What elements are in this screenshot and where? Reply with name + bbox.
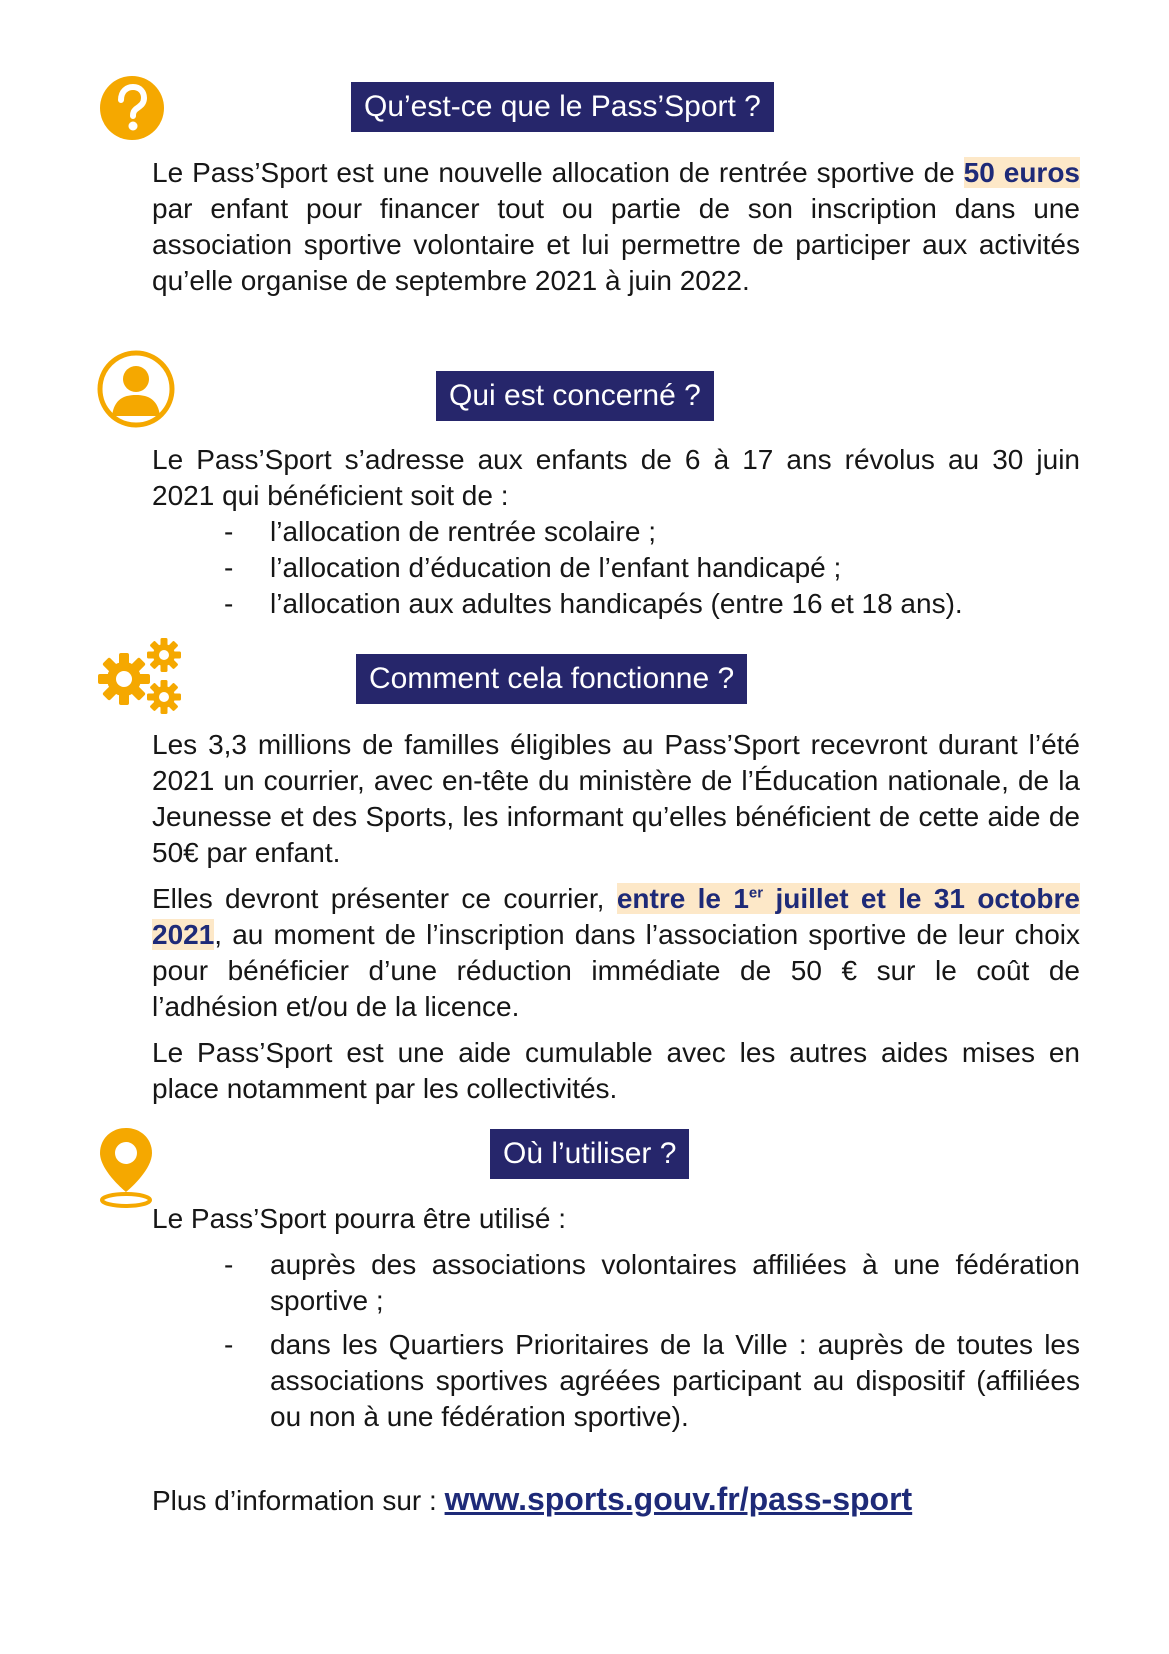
section-how-paragraph-2 (152, 881, 1080, 1025)
text: juillet et le 31 octobre 2021 (152, 883, 1081, 950)
section-where-heading: Où l’utiliser ? (490, 1129, 689, 1179)
list-item: - dans les Quartiers Prioritaires de la Ville : auprès de toutes les associations sportives agréées participant au dispositif (affiliées ou non à une fédération sportive). (224, 1327, 1080, 1435)
who-list (152, 514, 1080, 622)
text: entre le 1 (616, 883, 749, 914)
list-item: - l’allocation aux adultes handicapés (entre 16 et 18 ans). (224, 586, 1080, 622)
pass-sport-link[interactable]: www.sports.gouv.fr/pass-sport (444, 1481, 913, 1517)
footer-label: Plus d’information sur : (152, 1485, 445, 1516)
superscript: er (748, 884, 764, 902)
section-what-paragraph (152, 155, 1080, 299)
section-who-body (152, 442, 1080, 622)
text: Le Pass’Sport est une nouvelle allocation de rentrée sportive de (152, 157, 955, 188)
gears-icon (98, 635, 188, 715)
text: Elles devront présenter ce courrier, (152, 883, 617, 914)
section-how-body (152, 727, 1080, 1117)
text: par enfant pour financer tout ou partie de son inscription dans une association sportive volontaire et lui permettre de participer aux activités qu’elle organise de septembre 2021 à juin 2022. (152, 193, 1080, 296)
location-pin-icon (94, 1124, 158, 1210)
section-who-intro: Le Pass’Sport s’adresse aux enfants de 6 à 17 ans révolus au 30 juin 2021 qui bénéficient soit de : (152, 444, 1080, 511)
section-where-intro: Le Pass’Sport pourra être utilisé : (152, 1203, 566, 1234)
where-list (152, 1247, 1080, 1435)
section-what-body (152, 155, 1080, 309)
list-item: - auprès des associations volontaires affiliées à une fédération sportive ; (224, 1247, 1080, 1319)
amount-highlight: 50 euros (963, 157, 1081, 188)
section-what-heading: Qu’est-ce que le Pass’Sport ? (351, 82, 774, 132)
question-icon (100, 76, 164, 140)
section-how-paragraph-3: Le Pass’Sport est une aide cumulable avec les autres aides mises en place notamment par les collectivités. (152, 1037, 1080, 1104)
person-icon (97, 350, 175, 428)
section-how-paragraph-1: Les 3,3 millions de familles éligibles au Pass’Sport recevront durant l’été 2021 un courrier, avec en-tête du ministère de l’Éducation nationale, de la Jeunesse et des Sports, les informant qu’elles bénéficient de cette aide de 50€ par enfant. (152, 729, 1080, 868)
section-who-heading: Qui est concerné ? (436, 371, 714, 421)
section-how-heading: Comment cela fonctionne ? (356, 654, 747, 704)
footer (152, 1479, 912, 1521)
text: , au moment de l’inscription dans l’association sportive de leur choix pour bénéficier d’une réduction immédiate de 50 € sur le coût de l’adhésion et/ou de la licence. (152, 919, 1080, 1022)
section-where-body (152, 1201, 1080, 1435)
list-item: - l’allocation de rentrée scolaire ; (224, 514, 1080, 550)
list-item: - l’allocation d’éducation de l’enfant handicapé ; (224, 550, 1080, 586)
